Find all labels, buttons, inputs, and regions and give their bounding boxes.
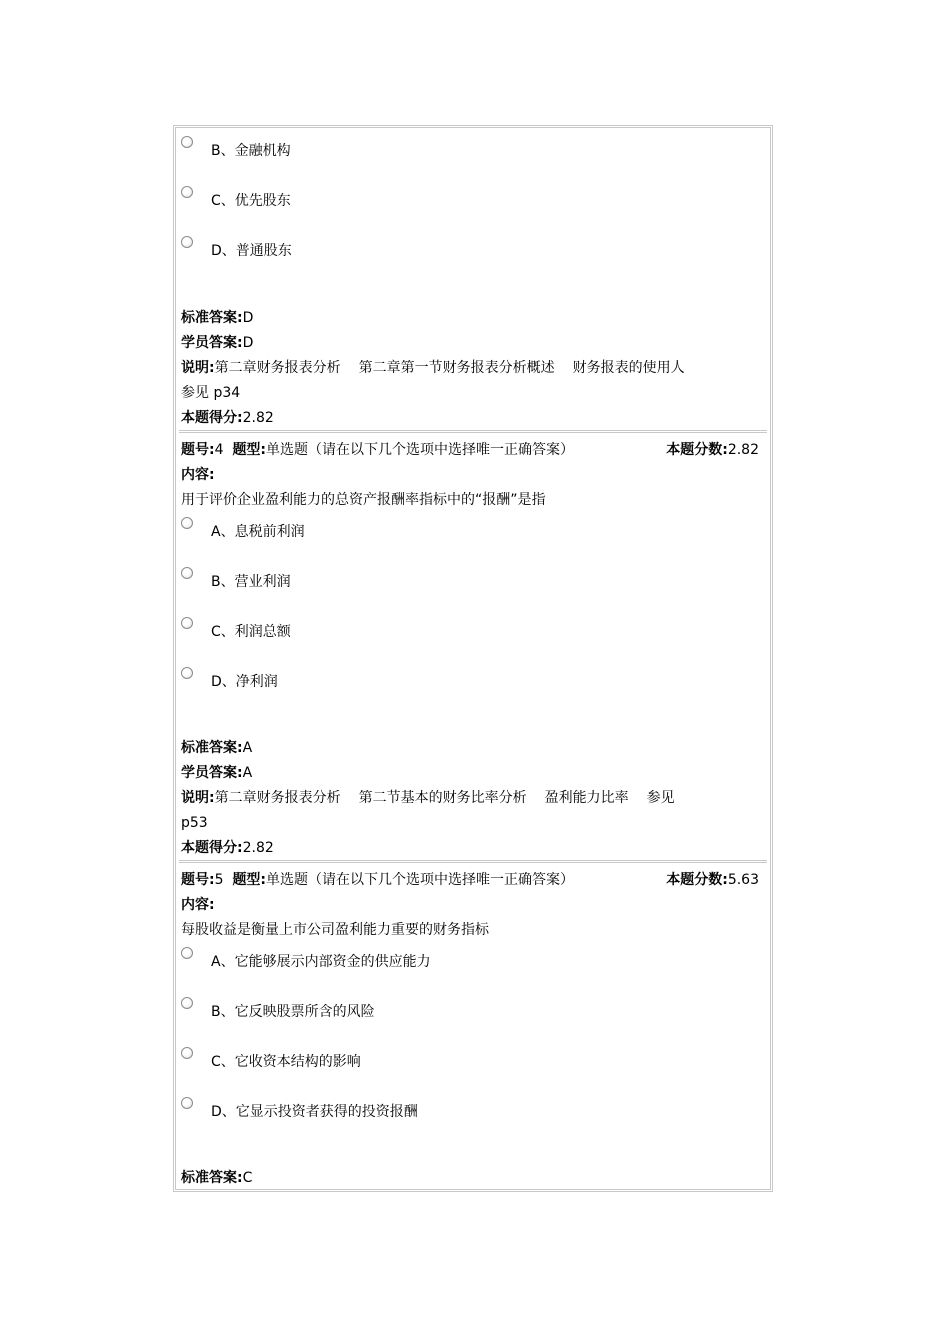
standard-answer: 标准答案:D — [181, 310, 254, 326]
radio-button-icon[interactable] — [181, 667, 193, 679]
radio-button-icon[interactable] — [181, 517, 193, 529]
question-divider — [179, 430, 767, 433]
explanation-reference: p53 — [181, 815, 208, 831]
question-content: 用于评价企业盈利能力的总资产报酬率指标中的“报酬”是指 — [181, 492, 546, 508]
radio-button-icon[interactable] — [181, 947, 193, 959]
radio-button-icon[interactable] — [181, 1097, 193, 1109]
radio-button-icon[interactable] — [181, 1047, 193, 1059]
radio-button-icon[interactable] — [181, 617, 193, 629]
standard-answer: 标准答案:C — [181, 1170, 253, 1186]
content-label: 内容: — [181, 467, 215, 483]
question-content: 每股收益是衡量上市公司盈利能力重要的财务指标 — [181, 922, 489, 938]
question-5: 题号:5 题型:单选题（请在以下几个选项中选择唯一正确答案） 本题分数:5.63 内容: 每股收益是衡量上市公司盈利能力重要的财务指标 A、它能够展示内部资金的供应能力 B、它反映股票所含的风险 C、它收资本结构的影响 D、它显示投资者获得的投资报酬 标准答案:C — [181, 872, 759, 1186]
quiz-results-sheet — [173, 125, 773, 1192]
standard-answer: 标准答案:A — [181, 740, 253, 756]
radio-button-icon[interactable] — [181, 236, 193, 248]
question-score: 本题得分:2.82 — [181, 410, 274, 426]
student-answer: 学员答案:D — [181, 335, 254, 351]
question-divider — [179, 860, 767, 863]
student-answer: 学员答案:A — [181, 765, 253, 781]
question-score: 本题得分:2.82 — [181, 840, 274, 856]
content-label: 内容: — [181, 897, 215, 913]
question-header: 题号:5 题型:单选题（请在以下几个选项中选择唯一正确答案） — [181, 872, 575, 888]
radio-button-icon[interactable] — [181, 567, 193, 579]
radio-button-icon[interactable] — [181, 186, 193, 198]
question-points: 本题分数:2.82 — [666, 442, 759, 458]
question-3: B、金融机构 C、优先股东 D、普通股东 标准答案:D 学员答案:D 说明:第二章财务报表分析 第二章第一节财务报表分析概述 财务报表的使用人 参见 p34 本题得分:2.82 — [179, 128, 767, 428]
question-header: 题号:4 题型:单选题（请在以下几个选项中选择唯一正确答案） — [181, 442, 575, 458]
radio-button-icon[interactable] — [181, 136, 193, 148]
explanation: 说明:第二章财务报表分析 第二章第一节财务报表分析概述 财务报表的使用人 — [181, 360, 685, 376]
radio-button-icon[interactable] — [181, 997, 193, 1009]
explanation-reference: 参见 p34 — [181, 385, 241, 401]
question-points: 本题分数:5.63 — [666, 872, 759, 888]
question-4: 题号:4 题型:单选题（请在以下几个选项中选择唯一正确答案） 本题分数:2.82 内容: 用于评价企业盈利能力的总资产报酬率指标中的“报酬”是指 A、息税前利润 B、营业利润 C、利润总额 D、净利润 标准答案:A 学员答案:A 说明:第二章财务报表分析 第二节基本的财务比率分析 盈利能力比率 参见 p53 本题得分:2.82 — [181, 442, 759, 856]
explanation: 说明:第二章财务报表分析 第二节基本的财务比率分析 盈利能力比率 参见 — [181, 790, 675, 806]
